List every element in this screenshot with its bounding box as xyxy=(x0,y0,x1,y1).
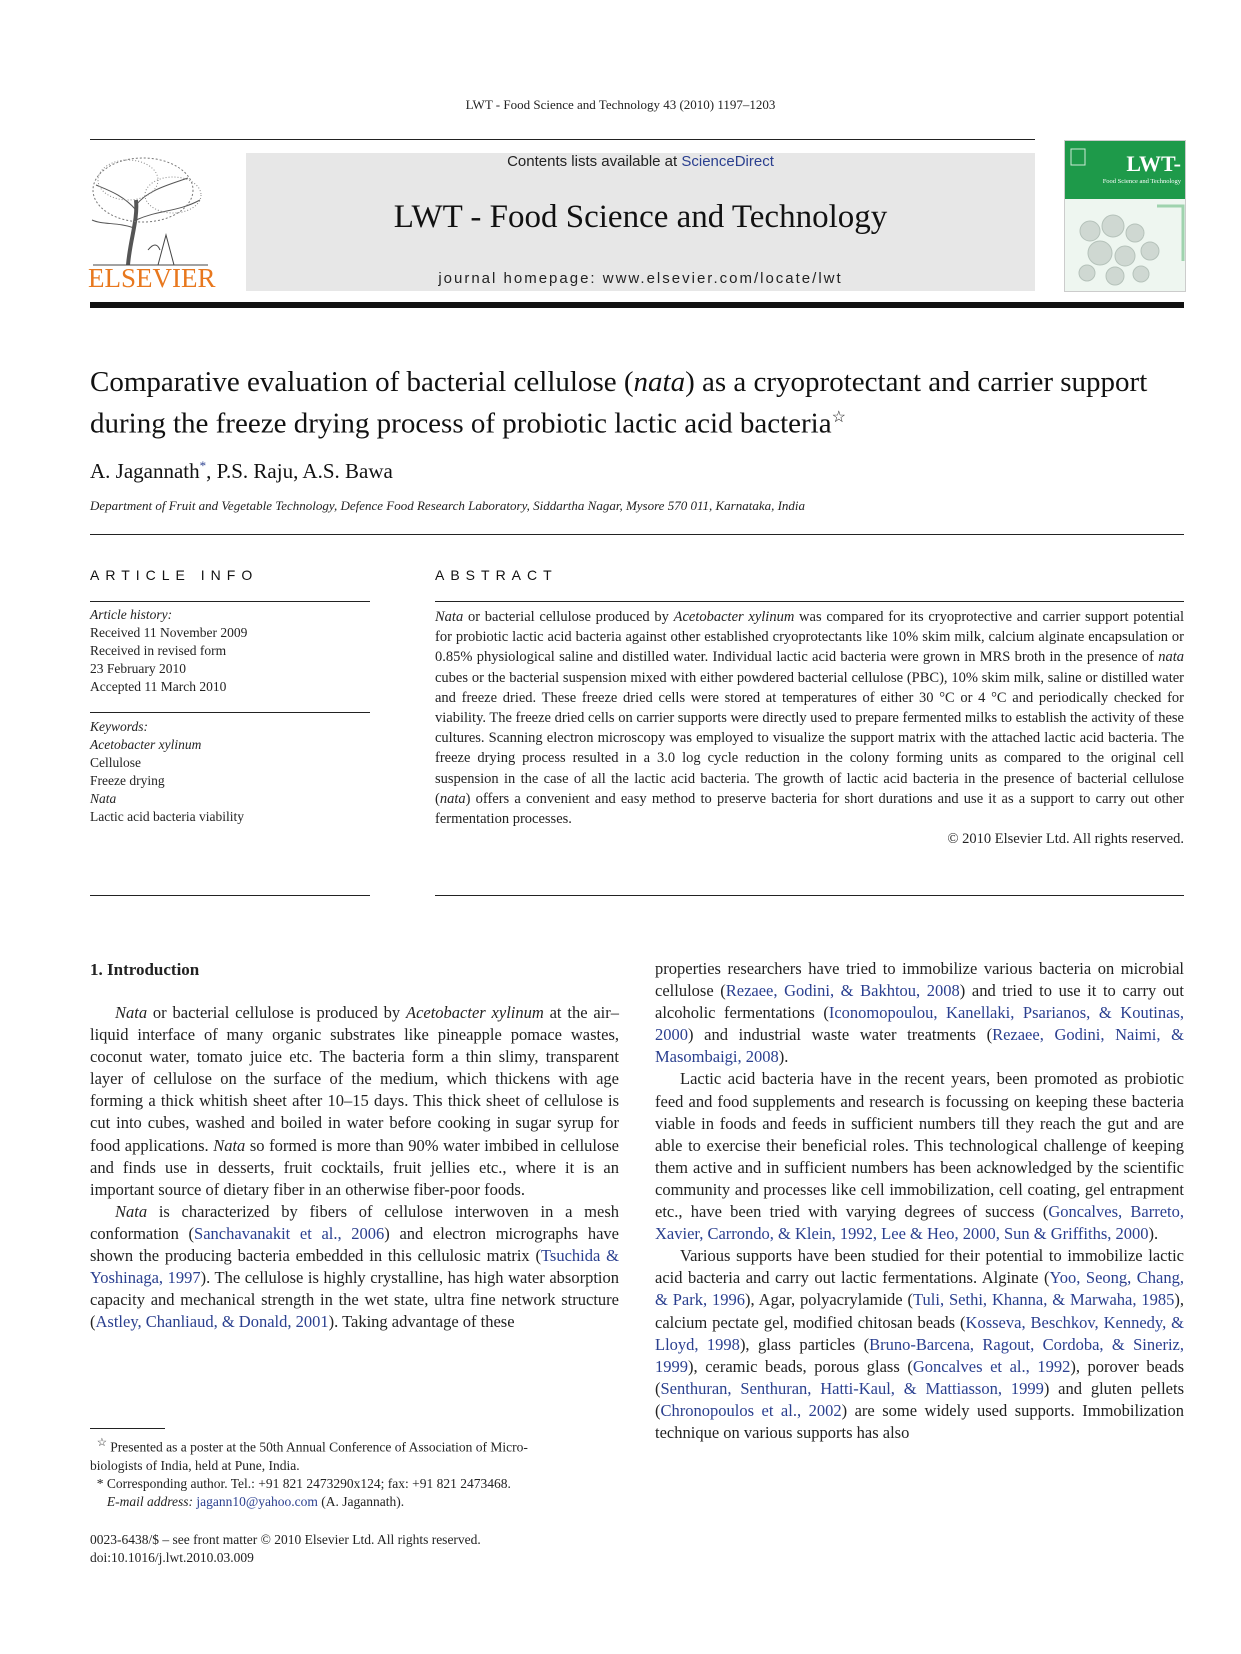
history-item: Received 11 November 2009 xyxy=(90,625,248,640)
article-info-rule xyxy=(90,601,370,602)
introduction-heading: 1. Introduction xyxy=(90,960,200,979)
history-label: Article history: xyxy=(90,607,173,622)
journal-cover-thumbnail[interactable] xyxy=(1064,140,1186,292)
text-span: ) and electron micrographs have shown the producing bacteria embedded in this cellulosic matrix ( xyxy=(90,1223,619,1266)
text-span: ), ceramic beads, porous glass ( xyxy=(688,1356,913,1376)
article-info-bottom-rule xyxy=(90,895,370,896)
abstract-span: nata xyxy=(1158,649,1184,666)
footnote-title-cont: biologists of India, held at Pune, India. xyxy=(90,1457,300,1473)
history-item: 23 February 2010 xyxy=(90,661,186,676)
text-span: at the air–liquid interface of many organic substrates like pineapple pomace wastes, coconut water, tomato juice etc. The bacteria form a thin slimy, transparent layer of cellulose on the surface of the medium, which thickens with age forming a thick whitish sheet after 10–15 days. This thick sheet of cellulose is cut into cubes, washed and boiled in water before cooking in sugar syrup for food applications. xyxy=(90,1003,619,1155)
email-link[interactable]: jagann10@yahoo.com xyxy=(196,1493,318,1509)
abstract-bottom-rule xyxy=(435,895,1184,896)
abstract-paragraph xyxy=(435,607,1184,829)
svg-text:ELSEVIER: ELSEVIER xyxy=(88,263,216,292)
svg-text:LWT-: LWT- xyxy=(1126,151,1181,176)
left-column-text xyxy=(90,1002,619,1333)
abstract-copyright: © 2010 Elsevier Ltd. All rights reserved. xyxy=(947,831,1184,848)
sciencedirect-link[interactable]: ScienceDirect xyxy=(681,153,774,170)
journal-homepage[interactable]: journal homepage: www.elsevier.com/locate/lwt xyxy=(438,270,843,287)
text-span: ), calcium pectate gel, modified chitosan beads ( xyxy=(655,1290,1184,1332)
footnotes xyxy=(90,1434,620,1511)
text-span: Nata xyxy=(115,1003,148,1022)
abstract-span: cubes or the bacterial suspension mixed with either powdered bacterial cellulose (PBC), 10% skim milk, saline or distilled water and freeze dried. These freeze dried cells were stored at temperatures of either 30 °C or 4 °C and periodically checked for viability. The freeze dried cells on carrier supports were directly used to prepare fermented milks to establish the activity of these cultures. Scanning electron microscopy was employed to visualize the support matrix with the attached lactic acid bacteria. The freeze drying process resulted in a 3.0 log cycle reduction in the colony forming units as compared to the original cell suspension in the case of all the lactic acid bacteria. The growth of lactic acid bacteria in the presence of bacterial cellulose ( xyxy=(435,669,1184,807)
other-authors: , P.S. Raju, A.S. Bawa xyxy=(206,459,393,483)
email-label: E-mail address: xyxy=(106,1493,193,1509)
text-span: Nata xyxy=(115,1201,148,1221)
keyword-item: Cellulose xyxy=(90,755,141,770)
doi-line[interactable]: doi:10.1016/j.lwt.2010.03.009 xyxy=(90,1550,254,1565)
citation-link[interactable]: Sanchavanakit et al., 2006 xyxy=(194,1223,385,1243)
text-span: ) are some widely used supports. Immobilization technique on various supports has also xyxy=(655,1400,1184,1442)
citation-link[interactable]: Rezaee, Godini, Naimi, & Masombaigi, 2008 xyxy=(655,1025,1184,1067)
intro-paragraph-2-cont xyxy=(655,958,1184,1068)
title-text-2: ) as a cryoprotectant and carrier support during the freeze drying process of probiotic lactic acid bacteria xyxy=(90,366,1148,440)
history-item: Received in revised form xyxy=(90,643,227,658)
footnote-corresponding xyxy=(90,1475,620,1493)
text-span: Various supports have been studied for their potential to immobilize lactic acid bacteria and carry out lactic fermentations. Alginate ( xyxy=(655,1246,1184,1288)
citation-link[interactable]: Goncalves et al., 1992 xyxy=(912,1356,1071,1376)
abstract-span: Nata xyxy=(435,609,464,625)
title-text-1: Comparative evaluation of bacterial cellulose ( xyxy=(90,366,634,398)
title-italic: nata xyxy=(633,366,686,398)
keywords-label: Keywords: xyxy=(90,719,148,734)
text-span: ). The cellulose is highly crystalline, has high water absorption capacity and mechanical strength in the wet state, ultra fine network structure ( xyxy=(90,1268,619,1332)
article-history xyxy=(90,606,370,696)
text-span: properties researchers have tried to immobilize various bacteria on microbial cellulose ( xyxy=(655,959,1184,1001)
text-span: is characterized by fibers of cellulose interwoven in a mesh conformation ( xyxy=(90,1201,619,1243)
text-span: Acetobacter xylinum xyxy=(406,1003,544,1022)
abstract-heading: ABSTRACT xyxy=(435,567,558,583)
text-span: Nata xyxy=(213,1135,246,1155)
author-list xyxy=(90,458,393,484)
right-column-text xyxy=(655,958,1184,1444)
citation-link[interactable]: Chronopoulos et al., 2002 xyxy=(660,1400,842,1420)
text-span: ) and gluten pellets ( xyxy=(655,1378,1184,1420)
citation-link[interactable]: Senthuran, Senthuran, Hatti-Kaul, & Mattiasson, 1999 xyxy=(660,1378,1044,1398)
text-span: ), porover beads ( xyxy=(655,1356,1184,1398)
citation-link[interactable]: Astley, Chanliaud, & Donald, 2001 xyxy=(95,1312,329,1332)
contents-available-line xyxy=(246,153,1035,170)
keyword-item: Nata xyxy=(90,791,117,806)
intro-paragraph-1 xyxy=(90,1002,619,1201)
citation-link[interactable]: Goncalves, Barreto, Xavier, Carrondo, & Klein, 1992, Lee & Heo, 2000, Sun & Griffiths, 2000 xyxy=(655,1202,1185,1244)
citation-link[interactable]: Tuli, Sethi, Khanna, & Marwaha, 1985 xyxy=(913,1290,1175,1310)
journal-title: LWT - Food Science and Technology xyxy=(393,199,888,235)
text-span: or bacterial cellulose is produced by xyxy=(147,1003,406,1022)
keyword-item: Freeze drying xyxy=(90,773,165,788)
title-footnote-mark[interactable]: ☆ xyxy=(831,409,846,426)
abstract-rule xyxy=(435,601,1184,602)
text-span: Lactic acid bacteria have in the recent years, been promoted as probiotic feed and food supplements and research is focussing on keeping these bacteria viable in foods and feeds in sufficient numbers till they reach the gut and are able to exercise their beneficial roles. This technological challenge of keeping them active and in sufficient numbers has been acknowledged by the scientific community and processes like cell immobilization, cell coating, gel entrapment etc., have been tried with varying degrees of success ( xyxy=(655,1069,1184,1222)
intro-paragraph-2 xyxy=(90,1201,619,1334)
text-span: ), Agar, polyacrylamide ( xyxy=(745,1290,914,1310)
elsevier-logo[interactable] xyxy=(88,150,216,292)
citation-link[interactable]: Iconomopoulou, Kanellaki, Psarianos, & Koutinas, 2000 xyxy=(655,1003,1184,1045)
article-title xyxy=(90,364,1184,442)
journal-banner xyxy=(246,153,1035,291)
text-span: ). xyxy=(778,1047,789,1067)
elsevier-tree-icon xyxy=(88,150,216,292)
issn-line: 0023-6438/$ – see front matter © 2010 Elsevier Ltd. All rights reserved. xyxy=(90,1532,481,1547)
intro-paragraph-4 xyxy=(655,1245,1184,1444)
citation-link[interactable]: Yoo, Seong, Chang, & Park, 1996 xyxy=(655,1268,1184,1310)
svg-text:Food Science and Technology: Food Science and Technology xyxy=(1102,178,1181,185)
text-span: ) and tried to use it to carry out alcoholic fermentations ( xyxy=(655,981,1184,1023)
author-jagannath: A. Jagannath xyxy=(90,459,200,483)
abstract-text xyxy=(435,607,1184,849)
footnote-text: Corresponding author. Tel.: +91 821 2473290x124; fax: +91 821 2473468. xyxy=(103,1475,511,1491)
intro-paragraph-3 xyxy=(655,1068,1184,1245)
affiliation-rule xyxy=(90,534,1184,535)
text-span: ) and industrial waste water treatments ( xyxy=(688,1025,993,1045)
footnote-email xyxy=(90,1493,620,1511)
footnote-text: Presented as a poster at the 50th Annual Conference of Association of Micro- xyxy=(106,1439,528,1455)
contents-prefix: Contents lists available at xyxy=(507,153,678,170)
abstract-span: was compared for its cryoprotective and carrier support potential for probiotic lactic acid bacteria against other established cryoprotectants like 10% skim milk, calcium alginate encapsulation or 0.85% physiological saline and distilled water. Individual lactic acid bacteria were grown in MRS broth in the presence of xyxy=(435,609,1184,666)
abstract-span: ) offers a convenient and easy method to preserve bacteria for short durations and use it as a support to carry out other fermentation processes. xyxy=(435,790,1184,828)
text-span: ). xyxy=(1148,1224,1159,1244)
email-owner: (A. Jagannath). xyxy=(317,1493,405,1509)
footnote-mark: ☆ xyxy=(96,1437,107,1449)
text-span: ), glass particles ( xyxy=(739,1334,870,1354)
citation-link[interactable]: Bruno-Barcena, Ragout, Cordoba, & Sineriz, 1999 xyxy=(655,1334,1184,1376)
text-span: so formed is more than 90% water imbibed in cellulose and finds use in desserts, fruit cocktails, fruit jellies etc., where it is an important source of dietary fiber in an otherwise fiber-poor foods. xyxy=(90,1135,619,1199)
abstract-span: or bacterial cellulose produced by xyxy=(463,609,674,625)
header-rule xyxy=(90,139,1035,140)
citation-link[interactable]: Kosseva, Beschkov, Kennedy, & Lloyd, 1998 xyxy=(655,1312,1185,1354)
abstract-span: Acetobacter xylinum xyxy=(673,609,795,625)
front-matter xyxy=(90,1531,481,1567)
footnote-mark: * xyxy=(96,1475,104,1491)
abstract-span: nata xyxy=(439,790,466,807)
citation-link[interactable]: Rezaee, Godini, & Bakhtou, 2008 xyxy=(725,981,960,1001)
citation-link[interactable]: Tsuchida & Yoshinaga, 1997 xyxy=(90,1246,619,1288)
keywords xyxy=(90,718,370,826)
keyword-item: Lactic acid bacteria viability xyxy=(90,809,245,824)
footnote-title xyxy=(90,1434,620,1457)
text-span: ). Taking advantage of these xyxy=(328,1312,515,1332)
cover-image xyxy=(1065,141,1185,291)
history-item: Accepted 11 March 2010 xyxy=(90,679,227,694)
corresponding-author-mark[interactable]: * xyxy=(199,458,207,473)
keywords-rule xyxy=(90,712,370,713)
article-info-heading: ARTICLE INFO xyxy=(90,567,259,583)
affiliation: Department of Fruit and Vegetable Technology, Defence Food Research Laboratory, Siddartha Nagar, Mysore 570 011, Karnataka, India xyxy=(90,498,806,513)
header-thick-rule xyxy=(90,302,1184,308)
footnote-rule xyxy=(90,1428,165,1429)
journal-citation: LWT - Food Science and Technology 43 (2010) 1197–1203 xyxy=(465,97,776,112)
keyword-item: Acetobacter xylinum xyxy=(90,737,202,752)
